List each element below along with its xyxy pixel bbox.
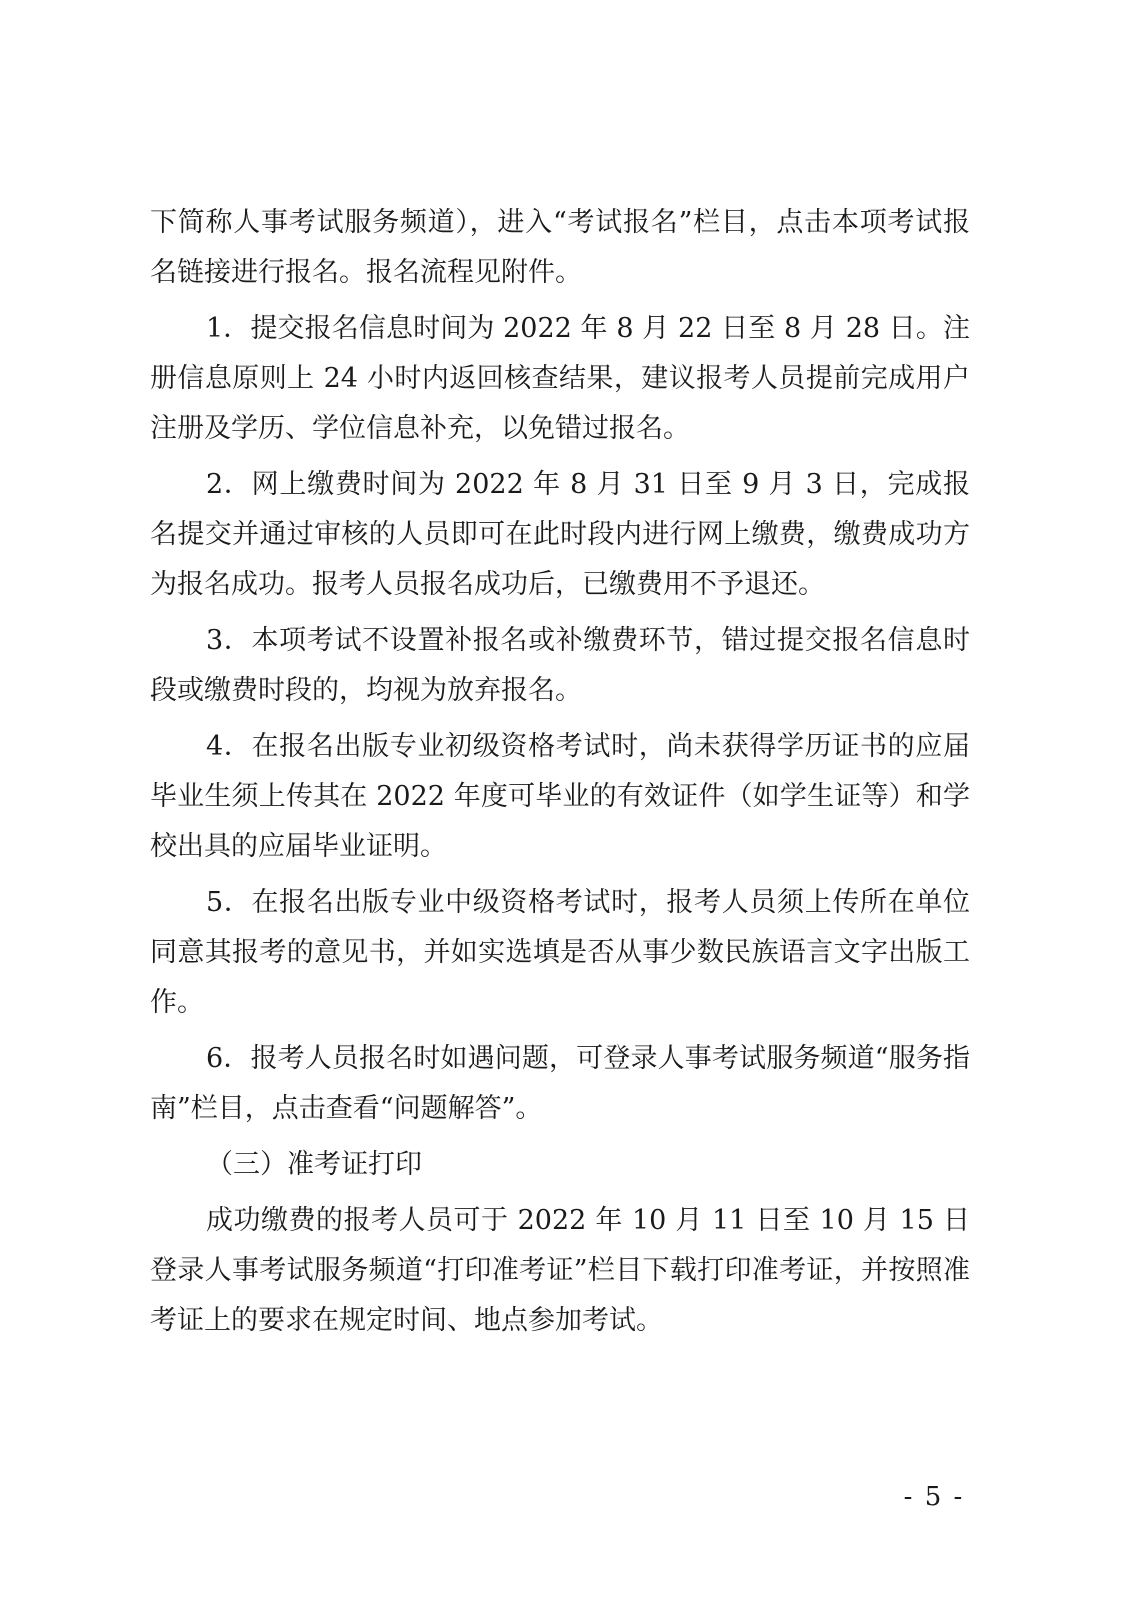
item-1-paragraph: 1．提交报名信息时间为 2022 年 8 月 22 日至 8 月 28 日。注册信息原则上 24 小时内返回核查结果，建议报考人员提前完成用户注册及学历、学位信息补充，以免错过报名。: [150, 313, 970, 444]
page-number: - 5 -: [903, 1482, 965, 1512]
section-heading: （三）准考证打印: [206, 1149, 422, 1180]
document-body: [150, 198, 970, 1352]
item-5-paragraph: 5．在报名出版专业中级资格考试时，报考人员须上传所在单位同意其报考的意见书，并如实选填是否从事少数民族语言文字出版工作。: [150, 887, 970, 1018]
item-6-paragraph: 6．报考人员报名时如遇问题，可登录人事考试服务频道“服务指南”栏目，点击查看“问题解答”。: [150, 1043, 970, 1124]
section-paragraph: 成功缴费的报考人员可于 2022 年 10 月 11 日至 10 月 15 日登录人事考试服务频道“打印准考证”栏目下载打印准考证，并按照准考证上的要求在规定时间、地点参加考试。: [150, 1205, 970, 1336]
intro-paragraph: 下简称人事考试服务频道），进入“考试报名”栏目，点击本项考试报名链接进行报名。报名流程见附件。: [150, 207, 970, 288]
item-3-paragraph: 3．本项考试不设置补报名或补缴费环节，错过提交报名信息时段或缴费时段的，均视为放弃报名。: [150, 625, 970, 706]
item-4-paragraph: 4．在报名出版专业初级资格考试时，尚未获得学历证书的应届毕业生须上传其在 2022 年度可毕业的有效证件（如学生证等）和学校出具的应届毕业证明。: [150, 731, 970, 862]
item-2-paragraph: 2．网上缴费时间为 2022 年 8 月 31 日至 9 月 3 日，完成报名提交并通过审核的人员即可在此时段内进行网上缴费，缴费成功方为报名成功。报考人员报名成功后，已缴费用不予退还。: [150, 469, 970, 600]
